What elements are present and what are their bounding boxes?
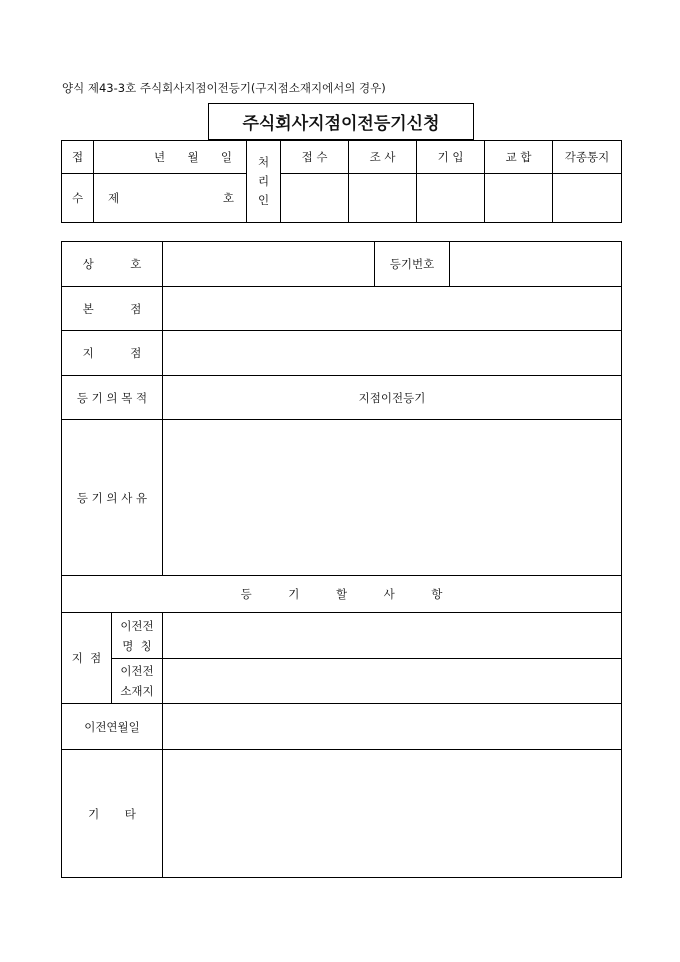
col-notifications: 각종통지 [553, 141, 622, 174]
branch-label: 지 점 [62, 331, 163, 376]
col-inspection: 조 사 [349, 141, 417, 174]
prev-location-field[interactable] [163, 659, 622, 704]
receipt-table [61, 140, 622, 223]
move-date-label: 이전연월일 [62, 704, 163, 750]
prev-name-label: 이전전 명 칭 [112, 613, 163, 659]
move-date-field[interactable] [163, 704, 622, 750]
month-label: 월 [187, 150, 199, 164]
head-office-field[interactable] [163, 287, 622, 331]
receipt-date-cell[interactable] [94, 141, 247, 174]
reason-field[interactable] [163, 420, 622, 576]
registration-no-label: 등기번호 [375, 242, 450, 287]
number-suffix: 호 [222, 191, 234, 205]
notifications-stamp-cell[interactable] [553, 174, 622, 223]
processor-label: 처 리 인 [247, 141, 281, 223]
other-label: 기 타 [62, 750, 163, 878]
prev-name-field[interactable] [163, 613, 622, 659]
receipt-label-top: 접 [62, 141, 94, 174]
form-title: 주식회사지점이전등기신청 [208, 103, 474, 140]
application-table [61, 241, 622, 878]
registration-no-field[interactable] [450, 242, 622, 287]
prev-location-label: 이전전 소재지 [112, 659, 163, 704]
receipt-number-cell[interactable] [94, 174, 247, 223]
trade-name-label: 상 호 [62, 242, 163, 287]
trade-name-field[interactable] [163, 242, 375, 287]
day-label: 일 [220, 150, 232, 164]
other-field[interactable] [163, 750, 622, 878]
reason-label: 등 기 의 사 유 [62, 420, 163, 576]
col-receipt: 접 수 [281, 141, 349, 174]
receipt-stamp-cell[interactable] [281, 174, 349, 223]
purpose-value: 지점이전등기 [163, 376, 622, 420]
branch-group-label: 지 점 [62, 613, 112, 704]
purpose-label: 등 기 의 목 적 [62, 376, 163, 420]
col-verification: 교 합 [485, 141, 553, 174]
receipt-label-bottom: 수 [62, 174, 94, 223]
branch-field[interactable] [163, 331, 622, 376]
number-prefix: 제 [108, 191, 120, 205]
col-entry: 기 입 [417, 141, 485, 174]
inspection-stamp-cell[interactable] [349, 174, 417, 223]
head-office-label: 본 점 [62, 287, 163, 331]
form-caption: 양식 제43-3호 주식회사지점이전등기(구지점소재지에서의 경우) [62, 81, 386, 95]
verification-stamp-cell[interactable] [485, 174, 553, 223]
matters-header: 등 기 할 사 항 [62, 576, 622, 613]
entry-stamp-cell[interactable] [417, 174, 485, 223]
year-label: 년 [154, 150, 166, 164]
